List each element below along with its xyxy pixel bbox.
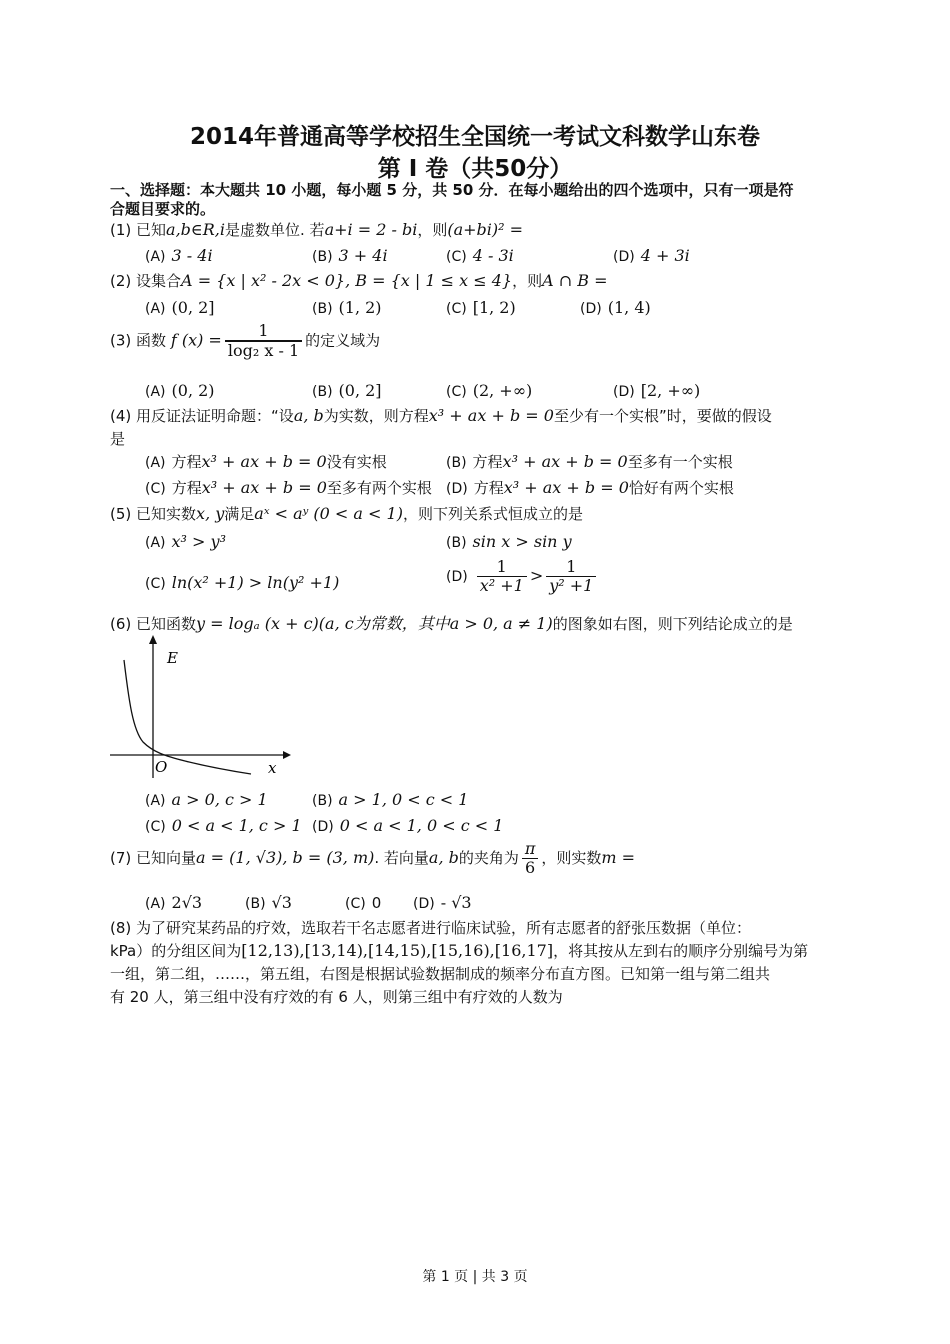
option-d: (D) - √3	[413, 893, 472, 912]
function-graph	[105, 632, 295, 780]
fraction: $\frac{\pi}{6}$	[522, 840, 539, 877]
question-number: (8)	[110, 919, 132, 937]
option-d: (D) (1, 4)	[580, 298, 651, 317]
question-text: 的图象如右图，则下列结论成立的是	[552, 615, 793, 633]
math-expression: a, b	[293, 406, 324, 425]
option-b: (B) √3	[245, 893, 292, 912]
option-b: (B) (1, 2)	[312, 298, 382, 317]
option-a: (A) 2√3	[145, 893, 203, 912]
curve	[124, 660, 251, 774]
option-a: (A) 3 - 4i	[145, 246, 213, 265]
question-text: ，则实数	[541, 849, 602, 867]
option-c: (C) [1, 2)	[446, 298, 516, 317]
page-footer: 第 1 页 | 共 3 页	[422, 1269, 528, 1285]
option-d: (D) $\frac{1}{\text{x² +1}}$ > $\frac{1}{\text{y² +1}}$	[446, 558, 599, 595]
option-b: (B) sin x > sin y	[446, 532, 572, 551]
x-axis-arrow-icon	[283, 751, 291, 759]
question-text: ，则	[417, 221, 448, 239]
option-d: (D) 0 < a < 1, 0 < c < 1	[312, 816, 504, 835]
math-expression: (a+bi)² =	[447, 220, 524, 239]
question-4-continued: 是	[110, 430, 126, 448]
question-number: (4)	[110, 407, 132, 425]
document-title: 2014年普通高等学校招生全国统一考试文科数学山东卷	[189, 124, 760, 150]
math-expression: A = {x | x² - 2x < 0}, B = {x | 1 ≤ x ≤ 4}	[181, 271, 513, 290]
option-c: (C) 0	[345, 894, 382, 912]
option-c: (C) 方程x³ + ax + b = 0至多有两个实根	[145, 478, 432, 497]
question-2	[110, 271, 608, 291]
question-number: (6)	[110, 615, 132, 633]
option-a: (A) (0, 2]	[145, 298, 215, 317]
question-8-line4: 有 20 人，第三组中没有疗效的有 6 人，则第三组中有疗效的人数为	[110, 988, 563, 1006]
question-text: 的定义域为	[305, 331, 381, 350]
question-number: (1)	[110, 221, 132, 239]
question-text: ，则	[512, 272, 543, 290]
math-expression: a,b∈R,i	[166, 220, 226, 239]
question-3	[110, 322, 380, 360]
question-text: 为了研究某药品的疗效，选取若干名志愿者进行临床试验，所有志愿者的舒张压数据（单位：	[136, 919, 752, 937]
math-expression: x³ + ax + b = 0	[428, 406, 554, 425]
y-axis-arrow-icon	[149, 635, 157, 644]
option-a: (A) 方程x³ + ax + b = 0没有实根	[145, 452, 387, 471]
question-text: . 若向量	[374, 849, 429, 867]
question-number: (7)	[110, 849, 132, 867]
question-text: 已知	[136, 221, 167, 239]
question-number: (3)	[110, 331, 132, 350]
question-8-line3: 一组，第二组，……，第五组，右图是根据试验数据制成的频率分布直方图。已知第一组与第二组共	[110, 965, 771, 983]
math-expression: a+i = 2 - bi	[324, 220, 418, 239]
question-text: 已知向量	[136, 849, 197, 867]
option-c: (C) 4 - 3i	[446, 246, 514, 265]
question-text: 已知实数	[136, 505, 197, 523]
option-b: (B) (0, 2]	[312, 381, 382, 400]
document-subtitle: 第 I 卷（共50分）	[377, 156, 573, 182]
option-c: (C) ln(x² +1) > ln(y² +1)	[145, 573, 340, 592]
x-axis-label: x	[268, 759, 277, 777]
question-text: 是虚数单位. 若	[225, 221, 325, 239]
question-5	[110, 504, 583, 524]
section-intro-line2: 合题目要求的。	[110, 200, 216, 218]
option-b: (B) 方程x³ + ax + b = 0至多有一个实根	[446, 452, 733, 471]
section-intro-line1: 一、选择题：本大题共 10 小题，每小题 5 分，共 50 分．在每小题给出的四个选项中，只有一项是符	[110, 181, 794, 199]
math-expression: m =	[601, 848, 636, 867]
option-d: (D) [2, +∞)	[613, 381, 701, 400]
option-c: (C) (2, +∞)	[446, 381, 533, 400]
option-c: (C) 0 < a < 1, c > 1	[145, 816, 302, 835]
math-expression: f (x) =	[170, 330, 222, 350]
question-text: 至少有一个实根”时，要做的假设	[553, 407, 772, 425]
fraction: $\frac{1}{\text{log₂ x - 1}}$	[225, 322, 302, 360]
question-text: 函数	[136, 331, 167, 350]
question-text: 为实数，则方程	[323, 407, 429, 425]
math-expression: x, y	[196, 504, 225, 523]
math-expression: a, b	[428, 848, 459, 867]
origin-label: O	[155, 758, 168, 776]
question-text: 的夹角为	[458, 849, 519, 867]
question-4	[110, 406, 772, 426]
question-7	[110, 840, 635, 877]
math-expression: a = (1, √3), b = (3, m)	[196, 848, 375, 867]
question-1	[110, 220, 523, 240]
math-expression: y = logₐ (x + c)(a, c为常数，其中a > 0, a ≠ 1)	[196, 614, 553, 633]
math-expression: A ∩ B =	[542, 271, 608, 290]
question-6	[110, 614, 793, 634]
y-axis-label: E	[167, 649, 178, 667]
option-a: (A) x³ > y³	[145, 532, 226, 551]
question-8	[110, 918, 751, 938]
question-text: 满足	[224, 505, 255, 523]
option-d: (D) 4 + 3i	[613, 246, 690, 265]
question-number: (5)	[110, 505, 132, 523]
question-8-line2: kPa）的分组区间为[12,13),[13,14),[14,15),[15,16),[16,17]，将其按从左到右的顺序分别编号为第	[110, 941, 809, 960]
question-text: 设集合	[136, 272, 182, 290]
option-b: (B) a > 1, 0 < c < 1	[312, 790, 469, 809]
option-d: (D) 方程x³ + ax + b = 0恰好有两个实根	[446, 478, 734, 497]
math-expression: aˣ < aʸ (0 < a < 1)	[254, 504, 403, 523]
option-b: (B) 3 + 4i	[312, 246, 388, 265]
question-number: (2)	[110, 272, 132, 290]
question-text: 已知函数	[136, 615, 197, 633]
question-text: ，则下列关系式恒成立的是	[402, 505, 583, 523]
option-a: (A) a > 0, c > 1	[145, 790, 268, 809]
question-text: 用反证法证明命题：“设	[136, 407, 294, 425]
option-a: (A) (0, 2)	[145, 381, 215, 400]
